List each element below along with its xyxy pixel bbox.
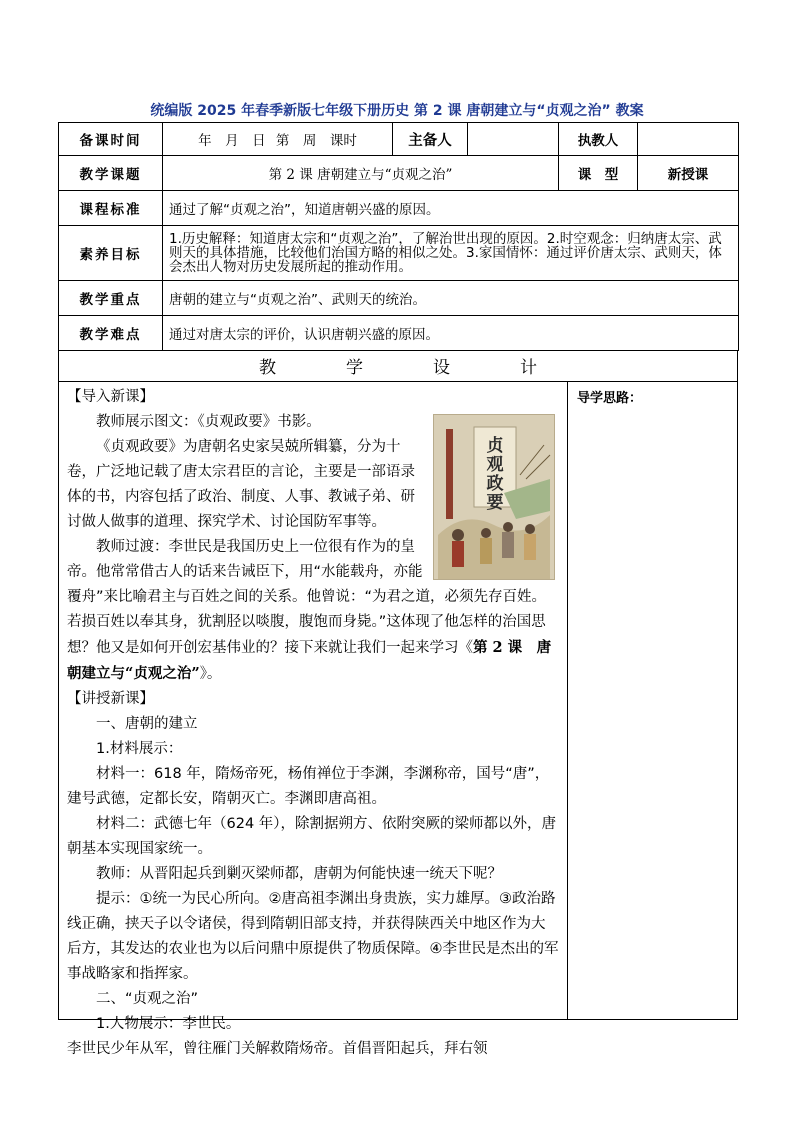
key-points-value: 唐朝的建立与“贞观之治”、武则天的统治。 [163, 281, 739, 316]
standard-value: 通过了解“贞观之治”，知道唐朝兴盛的原因。 [163, 191, 739, 226]
teaching-design-body [58, 382, 738, 1057]
teacher-label: 执教人 [559, 123, 638, 156]
teacher-value [638, 123, 739, 156]
header-table [58, 122, 739, 351]
guide-notes-label: 导学思路： [577, 391, 643, 406]
lesson-reference: 第 2 课 唐朝建立与“贞观之治” [67, 639, 552, 682]
lesson-content [67, 385, 559, 1062]
goals-value: 1.历史解释：知道唐太宗和“贞观之治”，了解治世出现的原因。2.时空观念：归纳唐太宗、武则天的具体措施，比较他们治国方略的相似之处。3.家国情怀：通过评价唐太宗、武则天，体会杰出人物对历史发展所起的推动作用。 [163, 226, 739, 281]
teaching-design-heading [58, 350, 738, 382]
document-title: 统编版 2025 年春季新版七年级下册历史 第 2 课 唐朝建立与“贞观之治” 教案 [150, 103, 644, 119]
paragraph: 1.材料展示： [96, 741, 183, 757]
section-heading: 一、唐朝的建立 [96, 716, 198, 732]
intro-heading: 【导入新课】 [67, 389, 154, 405]
paragraph: 李世民少年从军，曾往雁门关解救隋炀帝。首倡晋阳起兵，拜右领 [67, 1041, 488, 1057]
section-heading: 二、“贞观之治” [96, 991, 199, 1007]
paragraph-text: 》。 [199, 666, 222, 682]
prep-time-label: 备课时间 [59, 123, 163, 156]
design-char: 学 [346, 358, 363, 378]
standard-label: 课程标准 [59, 191, 163, 226]
paragraph: 材料一：618 年，隋炀帝死，杨侑禅位于李渊，李渊称帝，国号“唐”，建号武德，定都长安，隋朝灭亡。李渊即唐高祖。 [67, 766, 550, 807]
design-char: 计 [520, 358, 537, 378]
paragraph: 材料二：武德七年（624 年），除割据朔方、依附突厥的梁师都以外，唐朝基本实现国家统一。 [67, 816, 557, 857]
book-cover-image [433, 414, 555, 580]
paragraph: 提示：①统一为民心所向。②唐高祖李渊出身贵族，实力雄厚。③政治路线正确，挟天子以令诸侯，得到隋朝旧部支持，并获得陕西关中地区作为大后方，其发达的农业也为以后问鼎中原提供了物质保障。④李世民是杰出的军事战略家和指挥家。 [67, 891, 559, 982]
design-char: 设 [433, 358, 450, 378]
difficult-points-value: 通过对唐太宗的评价，认识唐朝兴盛的原因。 [163, 316, 739, 351]
column-divider [567, 382, 568, 1019]
paragraph: 《贞观政要》为唐朝名史家吴兢所辑纂，分为十卷，广泛地记载了唐太宗君臣的言论，主要是一部语录体的书，内容包括了政治、制度、人事、教诫子弟、研讨做人做事的道理、探究学术、讨论国防军事等。 [67, 439, 415, 530]
difficult-points-label: 教学难点 [59, 316, 163, 351]
paragraph: 教师展示图文：《贞观政要》书影。 [96, 414, 321, 430]
type-value: 新授课 [638, 156, 739, 191]
goals-label: 素养目标 [59, 226, 163, 281]
lecture-heading: 【讲授新课】 [67, 691, 154, 707]
key-points-label: 教学重点 [59, 281, 163, 316]
paragraph-text: 教师过渡：李世民是我国历史上一位很有作为的皇帝。他常常借古人的话来告诫臣下，用“水能载舟，亦能覆舟”来比喻君主与百姓之间的关系。他曾说：“为君之道，必须先存百姓。若损百姓以奉其身，犹割胫以啖腹，腹饱而身毙。”这体现了他怎样的治国思想？他又是如何开创宏基伟业的？接下来就让我们一起来学习《 [67, 539, 547, 656]
prep-time-value: 年 月 日 第 周 课时 [163, 123, 393, 156]
design-char: 教 [259, 358, 276, 378]
topic-label: 教学课题 [59, 156, 163, 191]
paragraph: 教师：从晋阳起兵到剿灭梁师都，唐朝为何能快速一统天下呢？ [96, 866, 502, 882]
topic-value: 第 2 课 唐朝建立与“贞观之治” [163, 156, 559, 191]
type-label: 课 型 [559, 156, 638, 191]
book-cover-title: 贞观政要 [486, 436, 504, 513]
preparer-label: 主备人 [393, 123, 468, 156]
preparer-value [468, 123, 559, 156]
paragraph: 1.人物展示：李世民。 [96, 1016, 241, 1032]
